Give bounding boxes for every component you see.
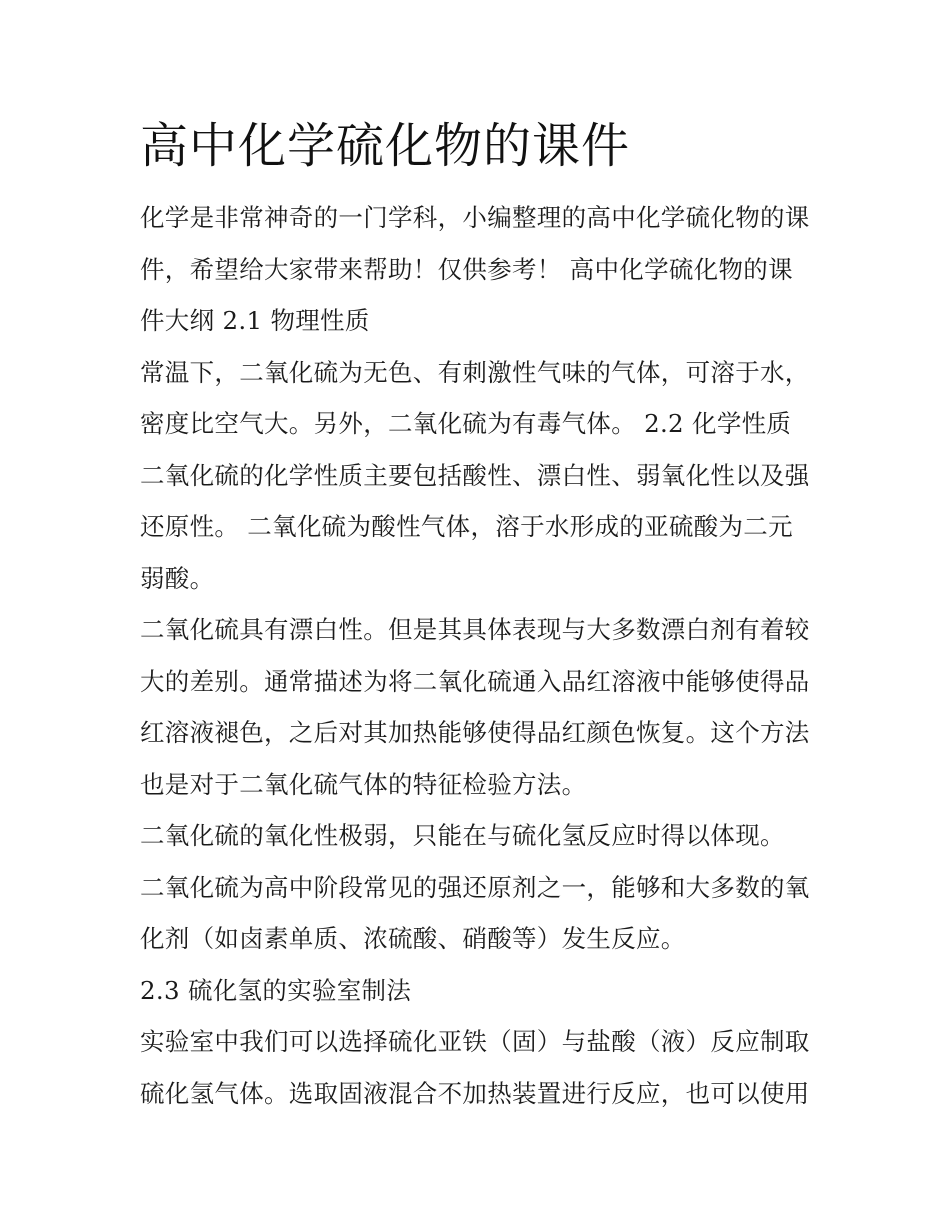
- text-line: 二氧化硫的氧化性极弱，只能在与硫化氢反应时得以体现。: [140, 821, 785, 850]
- section-heading-2-3: [140, 965, 815, 1017]
- text-line: 大的差别。通常描述为将二氧化硫通入品红溶液中能够使得品: [140, 666, 810, 696]
- text-line: 件大纲 2.1 物理性质: [140, 306, 370, 335]
- document-content: [140, 110, 815, 1119]
- text-line: 化剂（如卤素单质、浓硫酸、硝酸等）发生反应。: [140, 924, 686, 953]
- text-line: 密度比空气大。另外，二氧化硫为有毒气体。 2.2 化学性质: [140, 409, 792, 438]
- text-line: 还原性。 二氧化硫为酸性气体，溶于水形成的亚硫酸为二元: [140, 512, 793, 541]
- paragraph-bleaching: [140, 604, 815, 810]
- paragraph-intro: [140, 192, 815, 347]
- text-line: 硫化氢气体。选取固液混合不加热装置进行反应，也可以使用: [140, 1078, 810, 1108]
- text-line: 二氧化硫的化学性质主要包括酸性、漂白性、弱氧化性以及强: [140, 460, 810, 490]
- text-line: 2.3 硫化氢的实验室制法: [140, 975, 412, 1005]
- paragraph-reducing: [140, 862, 815, 965]
- text-line: 实验室中我们可以选择硫化亚铁（固）与盐酸（液）反应制取: [140, 1027, 810, 1056]
- page-title: 高中化学硫化物的课件: [140, 118, 631, 174]
- paragraph-physical-properties: [140, 347, 815, 450]
- text-line: 弱酸。: [140, 563, 215, 593]
- text-line: 也是对于二氧化硫气体的特征检验方法。: [140, 769, 587, 799]
- text-line: 常温下，二氧化硫为无色、有刺激性气味的气体，可溶于水，: [140, 357, 810, 387]
- text-line: 件，希望给大家带来帮助！仅供参考！ 高中化学硫化物的课: [140, 254, 793, 284]
- paragraph-lab-preparation: [140, 1016, 815, 1119]
- text-line: 红溶液褪色，之后对其加热能够使得品红颜色恢复。这个方法: [140, 718, 810, 747]
- text-line: 化学是非常神奇的一门学科，小编整理的高中化学硫化物的课: [140, 203, 810, 232]
- text-line: 二氧化硫具有漂白性。但是其具体表现与大多数漂白剂有着较: [140, 615, 810, 644]
- text-line: 二氧化硫为高中阶段常见的强还原剂之一，能够和大多数的氧: [140, 872, 810, 902]
- paragraph-chemical-properties: [140, 450, 815, 605]
- paragraph-oxidizing: [140, 810, 815, 862]
